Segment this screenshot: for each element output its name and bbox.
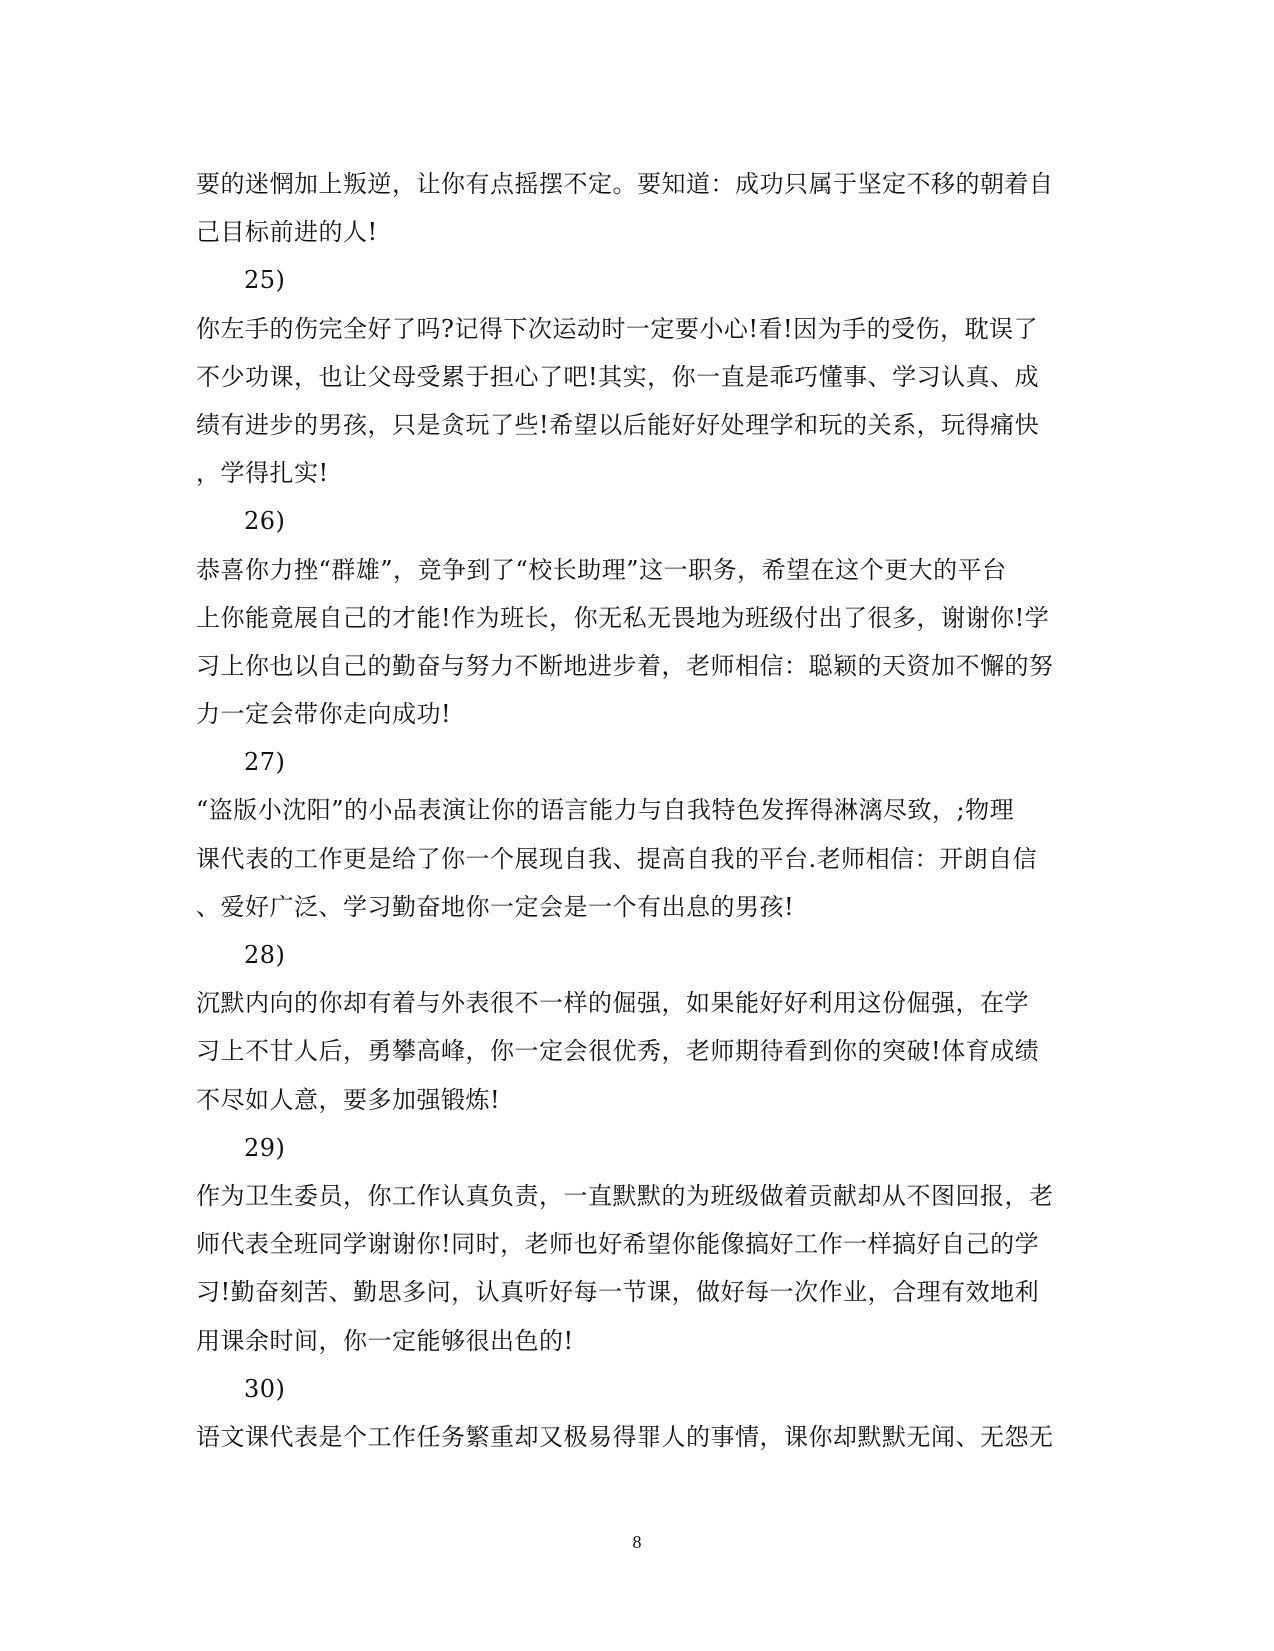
text-line: 绩有进步的男孩，只是贪玩了些!希望以后能好好处理学和玩的关系，玩得痛快 bbox=[196, 410, 1040, 439]
text-line: 力一定会带你走向成功! bbox=[196, 700, 452, 729]
text-line: 习!勤奋刻苦、勤思多问，认真听好每一节课，做好每一次作业，合理有效地利 bbox=[196, 1278, 1040, 1307]
text-line: 师代表全班同学谢谢你!同时，老师也好希望你能像搞好工作一样搞好自己的学 bbox=[196, 1230, 1040, 1259]
item-number: 30) bbox=[244, 1374, 286, 1403]
item-number: 29) bbox=[244, 1133, 286, 1162]
text-line: 习上你也以自己的勤奋与努力不断地进步着，老师相信：聪颖的天资加不懈的努 bbox=[196, 651, 1054, 680]
text-line: 课代表的工作更是给了你一个展现自我、提高自我的平台.老师相信：开朗自信 bbox=[196, 844, 1038, 873]
text-line: 作为卫生委员，你工作认真负责，一直默默的为班级做着贡献却从不图回报，老 bbox=[196, 1181, 1054, 1210]
document-body bbox=[196, 160, 1076, 1461]
page-number: 8 bbox=[632, 1532, 642, 1552]
text-line: 上你能竟展自己的才能!作为班长，你无私无畏地为班级付出了很多，谢谢你!学 bbox=[196, 603, 1050, 632]
text-line: 用课余时间，你一定能够很出色的! bbox=[196, 1326, 574, 1355]
text-line: 要的迷惘加上叛逆，让你有点摇摆不定。要知道：成功只属于坚定不移的朝着自 bbox=[196, 170, 1054, 198]
text-line: 己目标前进的人! bbox=[196, 218, 378, 247]
text-line: 你左手的伤完全好了吗?记得下次运动时一定要小心!看!因为手的受伤，耽误了 bbox=[196, 314, 1039, 343]
item-number: 28) bbox=[244, 941, 286, 969]
text-line: 恭喜你力挫“群雄”，竞争到了“校长助理”这一职务，希望在这个更大的平台 bbox=[196, 555, 1007, 584]
item-number: 26) bbox=[244, 507, 286, 536]
text-line: 语文课代表是个工作任务繁重却又极易得罪人的事情，课你却默默无闻、无怨无 bbox=[196, 1422, 1054, 1451]
item-number: 27) bbox=[244, 748, 286, 777]
text-line: ，学得扎实! bbox=[196, 459, 329, 488]
text-line: 习上不甘人后，勇攀高峰，你一定会很优秀，老师期待看到你的突破!体育成绩 bbox=[196, 1037, 1040, 1066]
text-line: “盗版小沈阳”的小品表演让你的语言能力与自我特色发挥得淋漓尽致，;物理 bbox=[196, 796, 1015, 825]
text-line: 沉默内向的你却有着与外表很不一样的倔强，如果能好好利用这份倔强，在学 bbox=[196, 989, 1029, 1018]
text-line: 不尽如人意，要多加强锻炼! bbox=[196, 1085, 501, 1114]
text-line: 、爱好广泛、学习勤奋地你一定会是一个有出息的男孩! bbox=[196, 892, 795, 921]
text-line: 不少功课，也让父母受累于担心了吧!其实，你一直是乖巧懂事、学习认真、成 bbox=[196, 362, 1040, 391]
item-number: 25) bbox=[244, 266, 286, 295]
